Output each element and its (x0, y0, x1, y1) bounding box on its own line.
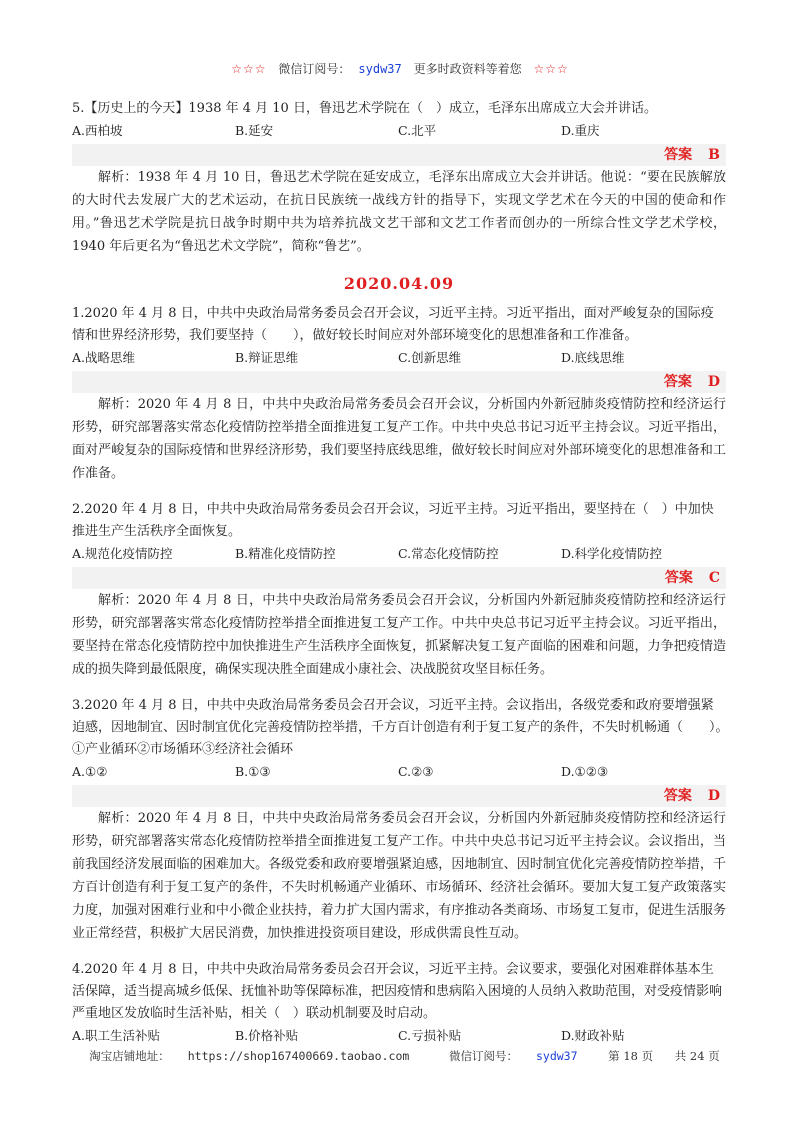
page-total: 共 24 页 (674, 1049, 720, 1063)
question-3-analysis: 解析：2020 年 4 月 8 日，中共中央政治局常务委员会召开会议，分析国内外新冠肺炎疫情防控和经济运行形势，研究部署落实常态化疫情防控举措全面推进复工复产工作。中共中央总书记习近平主持会议。会议指出，当前我国经济发展面临的困难加大。各级党委和政府要增强紧迫感，因地制宜、因时制宜优化完善疫情防控举措，千方百计创造有利于复工复产的条件，不失时机畅通产业循环、市场循环、经济社会循环。要加大复工复产政策落实力度，加强对困难行业和中小微企业扶持，着力扩大国内需求，有序推动各类商场、市场复工复市，促进生活服务业正常经营，积极扩大居民消费，加快推进投资项目建设，形成供需良性互动。 (72, 811, 726, 941)
answer-value: D (707, 374, 720, 390)
option-c: C.北平 (398, 123, 437, 138)
option-d: D.重庆 (561, 123, 600, 138)
option-b: B.①③ (235, 764, 271, 779)
header-slogan: 更多时政资料等着您 (413, 62, 522, 76)
question-4-text: 4.2020 年 4 月 8 日，中共中央政治局常务委员会召开会议，习近平主持。会议要求，要强化对困难群体基本生活保障，适当提高城乡低保、抚恤补助等保障标准，把因疫情和患病陷入困境的人员纳入救助范围，对受疫情影响严重地区发放临时生活补贴，相关（ ）联动机制要及时启动。 (72, 962, 723, 1021)
answer-bar (72, 144, 726, 166)
option-d: D.财政补贴 (561, 1028, 625, 1043)
star-icons-left: ☆☆☆ (231, 62, 267, 76)
option-a: A.西柏坡 (72, 123, 123, 138)
star-icons-right: ☆☆☆ (533, 62, 569, 76)
option-c: C.创新思维 (398, 350, 462, 365)
question-4-options (72, 1025, 726, 1047)
question-1-options (72, 347, 726, 369)
option-b: B.精准化疫情防控 (235, 546, 336, 561)
footer-account-id: sydw37 (535, 1049, 578, 1063)
question-5-text: 5.【历史上的今天】1938 年 4 月 10 日，鲁迅艺术学院在（ ）成立，毛泽东出席成立大会并讲话。 (72, 101, 657, 116)
option-c: C.②③ (398, 764, 434, 779)
footer-account-label: 微信订阅号： (448, 1049, 518, 1063)
question-2-analysis: 解析：2020 年 4 月 8 日，中共中央政治局常务委员会召开会议，分析国内外新冠肺炎疫情防控和经济运行形势，研究部署落实常态化疫情防控举措全面推进复工复产工作。中共中央总书记习近平主持会议。习近平指出，要坚持在常态化疫情防控中加快推进生产生活秩序全面恢复，抓紧解决复工复产面临的困难和问题，力争把疫情造成的损失降到最低限度，确保实现决胜全面建成小康社会、决战脱贫攻坚目标任务。 (72, 593, 726, 677)
question-3-options (72, 761, 726, 783)
answer-label: 答案 (664, 147, 693, 163)
answer-value: B (708, 147, 720, 163)
footer-shop (80, 1049, 418, 1063)
answer-value: C (708, 570, 720, 586)
footer-shop-label: 淘宝店铺地址： (89, 1049, 170, 1063)
date-heading: 2020.04.09 (343, 274, 455, 293)
option-a: A.战略思维 (72, 350, 136, 365)
option-b: B.延安 (235, 123, 274, 138)
header-account-id: sydw37 (358, 62, 402, 76)
option-a: A.规范化疫情防控 (72, 546, 173, 561)
page-header (0, 60, 800, 77)
answer-value: D (707, 788, 720, 804)
page-footer (0, 1048, 800, 1064)
answer-label: 答案 (663, 788, 692, 804)
question-3-text: 3.2020 年 4 月 8 日，中共中央政治局常务委员会召开会议，习近平主持。会议指出，各级党委和政府要增强紧迫感，因地制宜、因时制宜优化完善疫情防控举措，千方百计创造有利于复工复产的条件，不失时机畅通（ ）。 ①产业循环②市场循环③经济社会循环 (72, 698, 749, 757)
option-d: D.①②③ (561, 764, 609, 779)
answer-bar (72, 567, 726, 589)
footer-shop-link[interactable]: https://shop167400669.taobao.com (187, 1049, 410, 1063)
option-a: A.①② (72, 764, 108, 779)
option-b: B.辩证思维 (235, 350, 299, 365)
question-2-text: 2.2020 年 4 月 8 日，中共中央政治局常务委员会召开会议，习近平主持。习近平指出，要坚持在（ ）中加快推进生产生活秩序全面恢复。 (72, 502, 714, 539)
answer-label: 答案 (664, 570, 693, 586)
document-body (72, 98, 749, 1047)
option-b: B.价格补贴 (235, 1028, 299, 1043)
option-c: C.常态化疫情防控 (398, 546, 499, 561)
question-5-analysis: 解析：1938 年 4 月 10 日，鲁迅艺术学院在延安成立，毛泽东出席成立大会并讲话。他说：“要在民族解放的大时代去发展广大的艺术运动，在抗日民族统一战线方针的指导下，实现文学艺术在今天的中国的使命和作用。”鲁迅艺术学院是抗日战争时期中共为培养抗战文艺干部和文艺工作者而创办的一所综合性文学艺术学校，1940 年后更名为“鲁迅艺术文学院”，简称“鲁艺”。 (72, 170, 726, 254)
header-account-label: 微信订阅号： (278, 62, 351, 76)
question-1-analysis: 解析：2020 年 4 月 8 日，中共中央政治局常务委员会召开会议，分析国内外新冠肺炎疫情防控和经济运行形势，研究部署落实常态化疫情防控举措全面推进复工复产工作。中共中央总书记习近平主持会议。习近平指出，面对严峻复杂的国际疫情和世界经济形势，我们要坚持底线思维，做好较长时间应对外部环境变化的思想准备和工作准备。 (72, 397, 726, 481)
question-1-text: 1.2020 年 4 月 8 日，中共中央政治局常务委员会召开会议，习近平主持。习近平指出，面对严峻复杂的国际疫情和世界经济形势，我们要坚持（ ），做好较长时间应对外部环境变化的思想准备和工作准备。 (72, 306, 714, 343)
question-2-options (72, 543, 726, 565)
option-c: C.亏损补贴 (398, 1028, 462, 1043)
option-a: A.职工生活补贴 (72, 1028, 161, 1043)
answer-bar (72, 371, 726, 393)
option-d: D.科学化疫情防控 (561, 546, 663, 561)
answer-bar (72, 785, 726, 807)
option-d: D.底线思维 (561, 350, 625, 365)
question-5-options (72, 120, 726, 142)
page-number: 第 18 页 (608, 1049, 654, 1063)
answer-label: 答案 (663, 374, 692, 390)
footer-account (440, 1049, 587, 1063)
